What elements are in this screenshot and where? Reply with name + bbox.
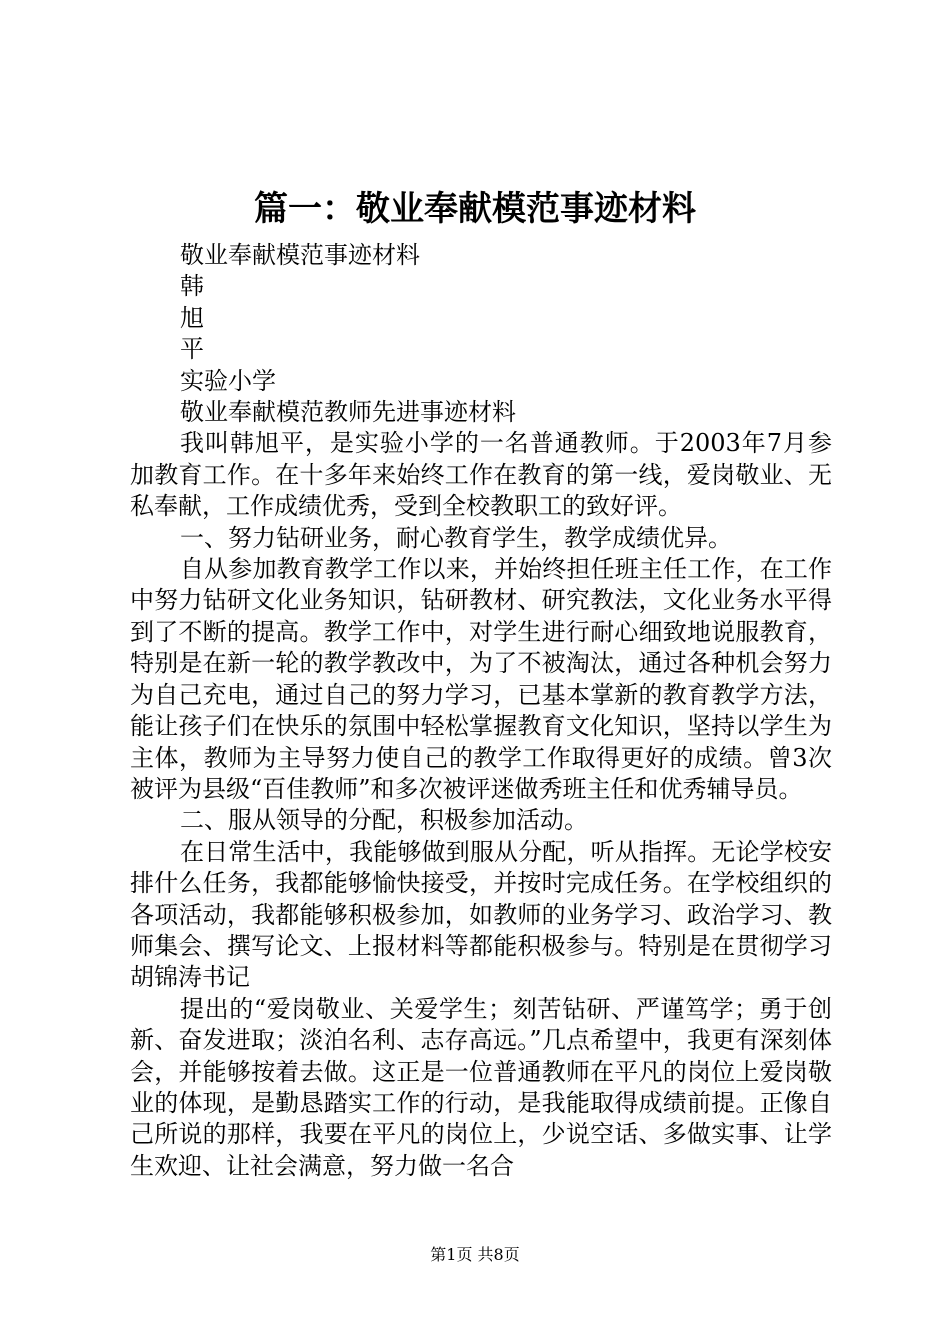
- header-line: 敬业奉献模范事迹材料: [180, 241, 420, 269]
- header-line: 韩: [180, 272, 204, 301]
- header-line: 实验小学: [180, 366, 276, 395]
- paragraph: 提出的“爱岗敬业、关爱学生；刻苦钻研、严谨笃学；勇于创新、奋发进取；淡泊名利、志存高远。”几点希望中，我更有深刻体会，并能够按着去做。这正是一位普通教师在平凡的岗位上爱岗敬业的体现，是勤恳踏实工作的行动，是我能取得成绩前提。正像自己所说的那样，我要在平凡的岗位上，少说空话、多做实事、让学生欢迎、让社会满意，努力做一名合: [130, 994, 832, 1180]
- paragraph: 在日常生活中，我能够做到服从分配，听从指挥。无论学校安排什么任务，我都能够愉快接受，并按时完成任务。在学校组织的各项活动，我都能够积极参加，如教师的业务学习、政治学习、教师集会、撰写论文、上报材料等都能积极参与。特别是在贯彻学习胡锦涛书记: [130, 837, 832, 992]
- page-footer: 第1页 共8页: [430, 1245, 520, 1264]
- header-line: 平: [180, 335, 204, 364]
- header-line: 旭: [180, 303, 204, 332]
- header-line: 敬业奉献模范教师先进事迹材料: [180, 398, 516, 427]
- section-heading: 一、努力钻研业务，耐心教育学生，教学成绩优异。: [180, 523, 732, 552]
- document-title: 篇一：敬业奉献模范事迹材料: [254, 189, 696, 229]
- section-heading: 二、服从领导的分配，积极参加活动。: [180, 806, 588, 835]
- paragraph: 自从参加教育教学工作以来，并始终担任班主任工作，在工作中努力钻研文化业务知识，钻研教材、研究教法，文化业务水平得到了不断的提高。教学工作中，对学生进行耐心细致地说服教育，特别是在新一轮的教学教改中，为了不被淘汰，通过各种机会努力为自己充电，通过自己的努力学习，已基本掌新的教育教学方法，能让孩子们在快乐的氛围中轻松掌握教育文化知识，坚持以学生为主体，教师为主导努力使自己的教学工作取得更好的成绩。曾3次被评为县级“百佳教师”和多次被评迷做秀班主任和优秀辅导员。: [130, 555, 832, 803]
- document-body: [130, 240, 832, 1182]
- paragraph: 我叫韩旭平，是实验小学的一名普通教师。于2003年7月参加教育工作。在十多年来始终工作在教育的第一线，爱岗敬业、无私奉献，工作成绩优秀，受到全校教职工的致好评。: [130, 429, 832, 521]
